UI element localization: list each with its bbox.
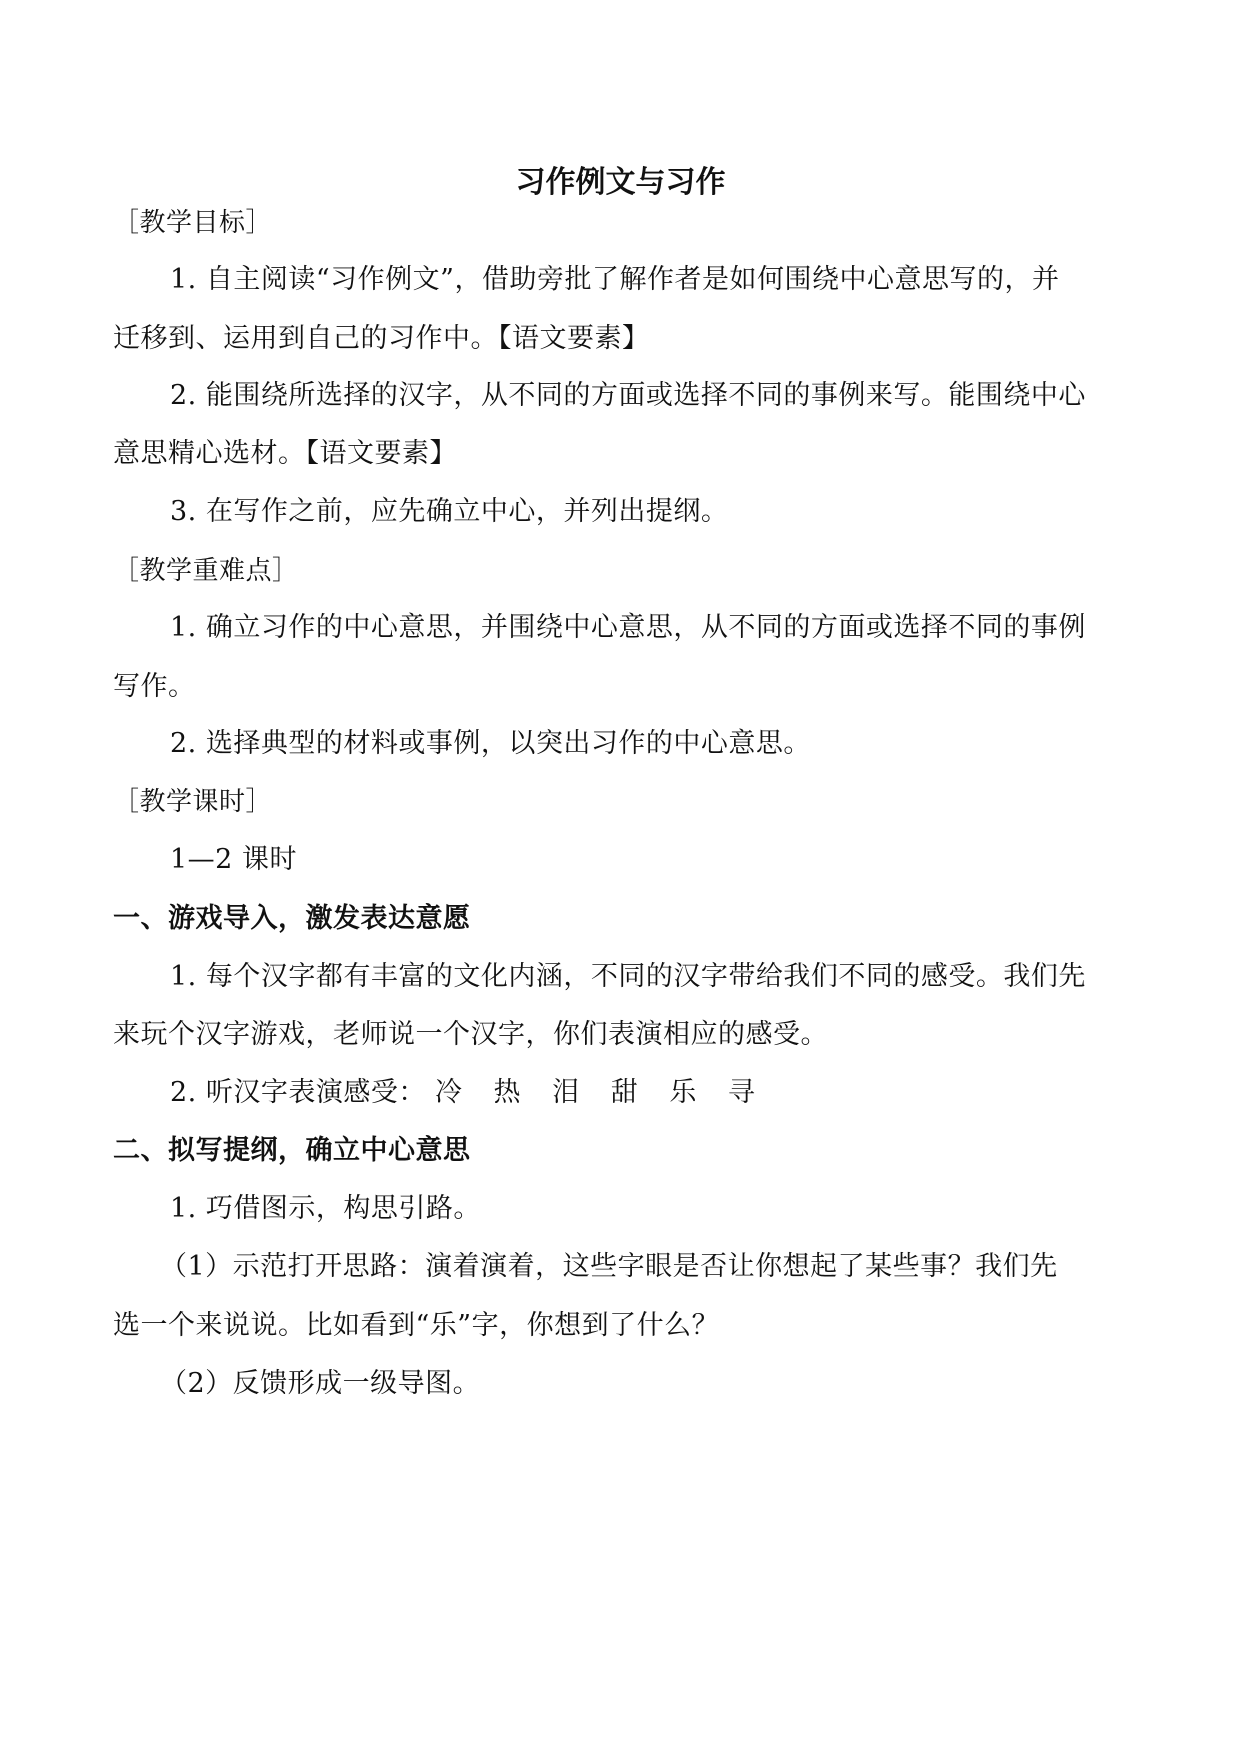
section-1-heading: 一、游戏导入，激发表达意愿	[113, 903, 471, 934]
objectives-heading: ［教学目标］	[113, 208, 273, 238]
section-1-item-2	[170, 1077, 777, 1109]
page-title: 习作例文与习作	[515, 165, 726, 200]
key-point-2-line-1: 2. 选择典型的材料或事例，以突出习作的中心意思。	[170, 728, 811, 759]
objective-1-line-1: 1. 自主阅读“习作例文”，借助旁批了解作者是如何围绕中心意思写的，并	[170, 264, 1060, 295]
emotion-word: 泪	[552, 1077, 580, 1108]
emotion-word: 甜	[610, 1077, 639, 1108]
objective-1-line-2: 迁移到、运用到自己的习作中。【语文要素】	[113, 323, 650, 354]
periods-heading: ［教学课时］	[113, 787, 273, 817]
key-points-heading: ［教学重难点］	[113, 556, 299, 586]
key-point-1-line-2: 写作。	[113, 671, 196, 702]
section-2-sub-2: （2）反馈形成一级导图。	[160, 1368, 481, 1399]
emotion-word: 乐	[669, 1077, 697, 1108]
objective-2-line-1: 2. 能围绕所选择的汉字，从不同的方面或选择不同的事例来写。能围绕中心	[170, 380, 1086, 411]
key-point-1-line-1: 1. 确立习作的中心意思，并围绕中心意思，从不同的方面或选择不同的事例	[170, 612, 1086, 643]
section-2-sub-1-line-1: （1）示范打开思路：演着演着，这些字眼是否让你想起了某些事？我们先	[160, 1251, 1058, 1282]
objective-2-line-2: 意思精心选材。【语文要素】	[113, 438, 457, 469]
objective-3-line-1: 3. 在写作之前，应先确立中心，并列出提纲。	[170, 496, 729, 527]
section-1-item-1-line-1: 1. 每个汉字都有丰富的文化内涵，不同的汉字带给我们不同的感受。我们先	[170, 961, 1086, 992]
emotion-word: 热	[493, 1077, 522, 1108]
emotion-word: 冷	[434, 1077, 463, 1108]
emotion-word: 寻	[727, 1077, 756, 1108]
section-1-item-2-prefix: 2. 听汉字表演感受：	[170, 1077, 426, 1108]
periods-value: 1—2 课时	[170, 844, 297, 875]
section-2-item-1: 1. 巧借图示，构思引路。	[170, 1193, 481, 1224]
section-2-heading: 二、拟写提纲，确立中心意思	[113, 1135, 471, 1166]
section-2-sub-1-line-2: 选一个来说说。比如看到“乐”字，你想到了什么？	[113, 1310, 720, 1341]
section-1-item-1-line-2: 来玩个汉字游戏，老师说一个汉字，你们表演相应的感受。	[113, 1019, 828, 1050]
